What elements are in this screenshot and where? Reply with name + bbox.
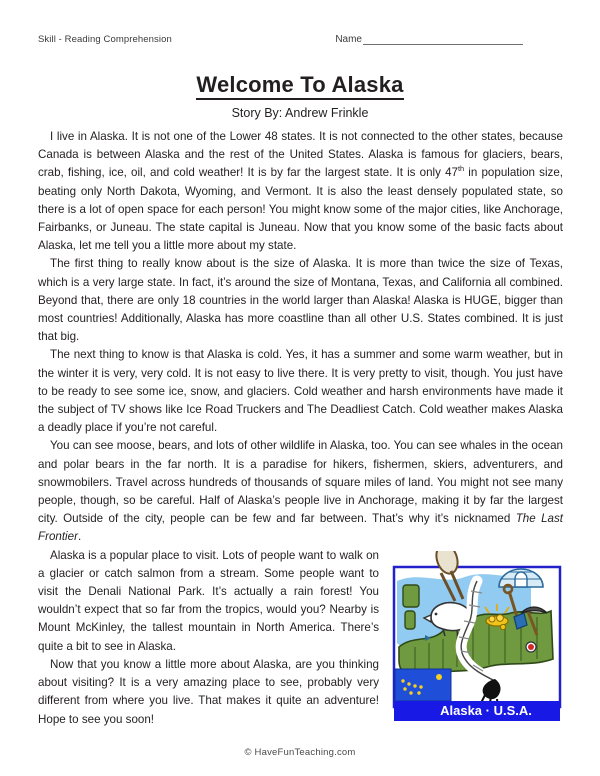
story-paragraph-p5-visit: Alaska is a popular place to visit. Lots of people want to walk on a glacier or catch salmon from a stream. Some people want to visit the Denali National Park. It’s actually a rain forest! You wouldn’t expect that so far from the tropics, would you? Nearby is Mount McKinley, the tallest mountain in North America. There’s quite a bit to see in Alaska.: [38, 548, 379, 653]
story-body: [38, 128, 563, 729]
page-title: Welcome To Alaska: [196, 72, 403, 100]
story-paragraph-p3-cold: The next thing to know is that Alaska is cold. Yes, it has a summer and some warm weather, but in the winter it is very, very cold. It is not easy to live there. It is very pretty to visit, though. You just have to be ready to see some ice, snow, and glaciers. Cold weather and harsh environments have made it the subject of TV shows like Ice Road Truckers and The Deadliest Catch. Cold weather makes Alaska a deadly place if you’re not careful.: [38, 348, 563, 435]
north-star: [436, 674, 442, 680]
title-block: [0, 72, 600, 120]
illustration-caption: Alaska · U.S.A.: [440, 702, 532, 718]
ordinal-suffix: th: [457, 164, 465, 174]
name-label: Name: [335, 34, 362, 45]
alaska-flag-icon: [395, 669, 451, 701]
story-paragraph-p4-wildlife: You can see moose, bears, and lots of other wildlife in Alaska, too. You can see whales in the ocean and polar bears in the far north. It is a paradise for hikers, fishermen, skiers, adventurers, and snowmobilers. Travel across hundreds of thousands of square miles of land. You might not see many people, though, so be careful. Half of Alaska’s people live in Anchorage, making it by far the largest city. Outside of the city, people can be few and far between. That’s why it’s nicknamed The Last Frontier.: [38, 439, 563, 544]
worksheet-header: [38, 33, 563, 45]
footer: [0, 747, 600, 758]
name-input-line[interactable]: [363, 33, 523, 45]
name-field-group: [335, 33, 523, 45]
alaska-illustration: [391, 551, 563, 723]
story-paragraph-p2-size: The first thing to really know about is the size of Alaska. It is more than twice the size of Texas, which is a very large state. In fact, it’s around the size of Montana, Texas, and California all combined. Beyond that, there are only 18 countries in the world larger than Alaska! Alaska is HUGE, bigger than most countries! Additionally, Alaska has more coastline than all other U.S. States combined. It is just that big.: [38, 257, 563, 344]
story-paragraph-p6-closing: Now that you know a little more about Alaska, are you thinking about visiting? It is a very amazing place to see, probably very different from where you live. That makes it quite an adventure! Hope to see you soon!: [38, 657, 379, 726]
story-paragraph-p1-intro: I live in Alaska. It is not one of the Lower 48 states. It is not connected to the other states, because Canada is between Alaska and the rest of the United States. Alaska is famous for glaciers, bears, crab, fishing, ice, oil, and cold weather! It is by far the largest state. It is only 47th in population size, beating only North Dakota, Wyoming, and Vermont. It is also the least densely populated state, so there is a lot of open space for each person! You might know some of the major cities, like Anchorage, Fairbanks, or Juneau. The state capital is Juneau. Now that you know some of the basic facts about Alaska, let me tell you a little more about my state.: [38, 130, 563, 253]
skill-label: Skill - Reading Comprehension: [38, 34, 172, 45]
copyright-text: © HaveFunTeaching.com: [244, 747, 356, 758]
nickname-emphasis: The Last Frontier: [38, 512, 563, 544]
byline: Story By: Andrew Frinkle: [231, 106, 369, 121]
